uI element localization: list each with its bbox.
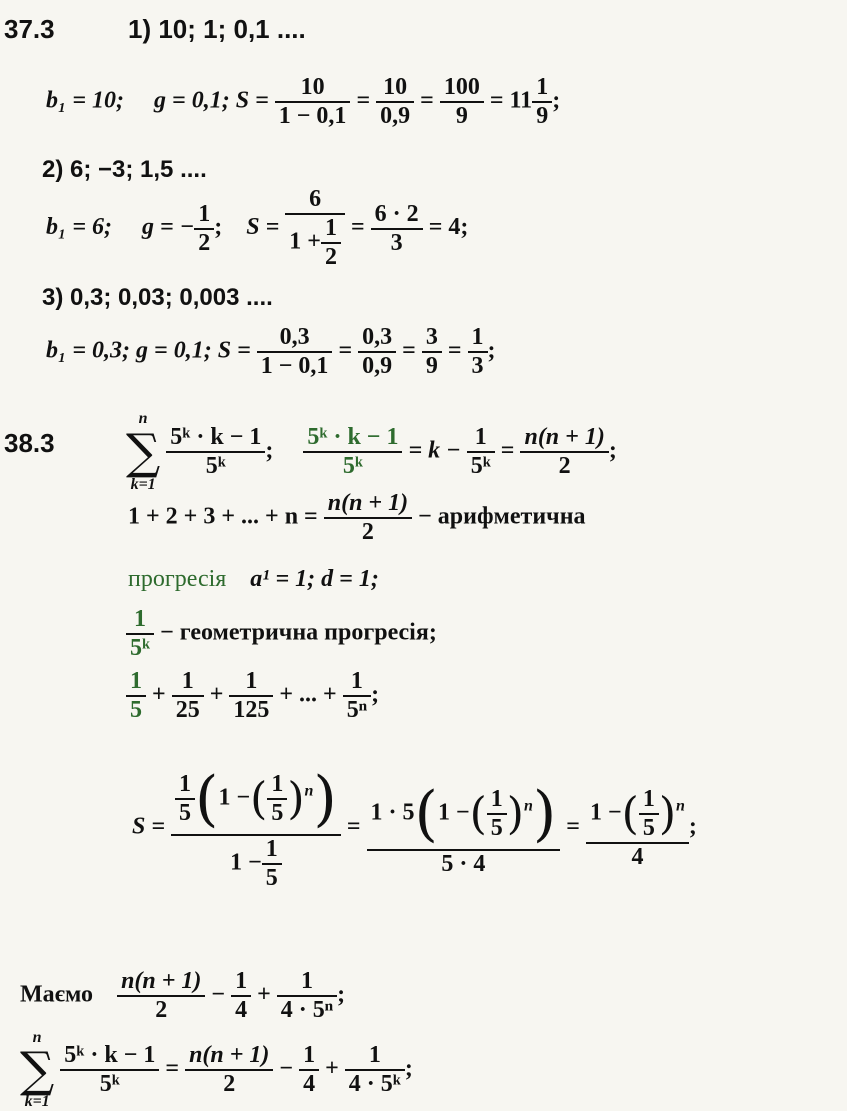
final-line: n ∑ k=1 $\frac{\text{5ᵏ · k − 1}}{\text{5ᵏ}}$ = $\frac{n(n + 1)}{2}$ − $\frac{1}{4}$ + $\frac{1}{\text{4 · 5ᵏ}}$ ; (20, 1029, 413, 1110)
sigma-symbol: ∑ (126, 424, 161, 480)
ratio-value: g = 0,1; (154, 87, 230, 114)
arithmetic-line (128, 490, 586, 546)
fraction: $\frac{10}{0,9}$ (376, 74, 414, 130)
sequence-3: 3) 0,3; 0,03; 0,003 .... (42, 284, 273, 311)
fraction: $\frac{1}{4}$ (231, 968, 251, 1024)
fraction: $\frac{10}{1 - 0,1}$ (275, 74, 351, 130)
solution-line-3: b₁ = 0,3; g = 0,1; S = $\frac{0,3}{1 - 0,1}$ = $\frac{0,3}{0,9}$ = $\frac{3}{9}$ = $\frac{1}{3}$ ; (46, 324, 496, 379)
solution-line-1: b₁ = 10; g = 0,1; S = $\frac{10}{1 - 0,1}$ = $\frac{10}{0,9}$ = $\frac{100}{9}$ = 11 $\frac{1}{9}$ ; (46, 74, 561, 129)
sum-label: S = (246, 214, 280, 241)
problem-number-38-3: 38.3 (4, 428, 55, 458)
problem-number-37-3: 37.3 (4, 14, 55, 44)
fraction: $\frac{1}{\text{5ᵏ}}$ (467, 424, 495, 480)
arithmetic-params (128, 566, 379, 593)
series-term: $\frac{1}{25}$ (172, 668, 204, 724)
series-term: $\frac{1}{125}$ (229, 668, 273, 724)
sum-formula: S = $\frac{1}{5}$ (1 −( $\frac{1}{5}$ )$^n$) 1 − $\frac{1}{5}$ = 1 · 5(1 −( $\frac{1}{5}$ )$^n$) 5 · 4 = 1 −( $\frac{1}{5}$ )$^n$ 4 ; (132, 764, 697, 891)
geometric-line (126, 606, 437, 662)
result: = 4; (428, 214, 469, 241)
sigma: n ∑ k=1 (126, 410, 161, 493)
fraction: $\frac{1}{4}$ (299, 1042, 319, 1098)
sum-label: S = (217, 337, 251, 364)
fraction: $\frac{\text{5ᵏ · k − 1}}{\text{5ᵏ}}$ (303, 424, 402, 480)
progression-word: прогресія (128, 566, 227, 592)
fraction: $\frac{0,3}{0,9}$ (358, 324, 396, 380)
have-label: Маємо (20, 981, 94, 1008)
sigma: n ∑ k=1 (20, 1029, 55, 1110)
solution-line-2: b₁ = 6; g = − $\frac{1}{2}$ ; S = 6 1 + $\frac{1}{2}$ = $\frac{6 \cdot 2}{3}$ = 4; (46, 186, 469, 270)
sum-expression: n ∑ k=1 $\frac{\text{5ᵏ · k − 1}}{\text{5ᵏ}}$ ; $\frac{\text{5ᵏ · k − 1}}{\text{5ᵏ}}$ = k − $\frac{1}{\text{5ᵏ}}$ = $\frac{n(n + 1)}{2}$ ; (126, 410, 617, 493)
sequence-1: 1) 10; 1; 0,1 .... (128, 14, 306, 44)
fraction: $\frac{6 \cdot 2}{3}$ (371, 201, 423, 257)
params: a¹ = 1; d = 1; (250, 566, 379, 592)
geometric-label: − геометрична прогресія; (160, 619, 437, 646)
sigma-symbol: ∑ (20, 1042, 55, 1098)
series-line: $\frac{1}{5}$ + $\frac{1}{25}$ + $\frac{1}{125}$ + ... + $\frac{1}{\text{5ⁿ}}$ ; (126, 668, 379, 724)
ratio-value: g = 0,1; (136, 337, 212, 364)
fraction: $\frac{1}{5}$ (1 −( $\frac{1}{5}$ )$^n$) 1 − $\frac{1}{5}$ (171, 764, 341, 892)
fraction: 6 1 + $\frac{1}{2}$ (285, 186, 345, 271)
fraction: 1 −( $\frac{1}{5}$ )$^n$ 4 (586, 786, 689, 871)
fraction: $\frac{100}{9}$ (440, 74, 484, 130)
arithmetic-label: − арифметична (418, 503, 586, 530)
sum-label: S = (235, 87, 269, 114)
fraction: $\frac{n(n + 1)}{2}$ (520, 424, 608, 480)
series-dots: + ... + (279, 681, 337, 708)
ratio-value: g = − (142, 214, 195, 241)
fraction: $\frac{1}{9}$ (532, 74, 552, 130)
fraction: $\frac{n(n + 1)}{2}$ (185, 1042, 273, 1098)
fraction: $\frac{1}{\text{4 · 5ᵏ}}$ (345, 1042, 405, 1098)
b1-value: b₁ = 10; (46, 87, 125, 114)
b1-value: b₁ = 0,3; (46, 337, 131, 364)
mixed-whole: 11 (509, 87, 533, 114)
fraction: $\frac{1}{2}$ (194, 201, 214, 257)
fraction: $\frac{1}{\text{4 · 5ⁿ}}$ (277, 968, 337, 1024)
fraction: $\frac{1}{\text{5ᵏ}}$ (126, 606, 154, 662)
b1-value: b₁ = 6; (46, 214, 113, 241)
fraction: $\frac{3}{9}$ (422, 324, 442, 380)
sum-label: S = (132, 813, 166, 840)
series-term: $\frac{1}{\text{5ⁿ}}$ (343, 668, 371, 724)
fraction: $\frac{\text{5ᵏ · k − 1}}{\text{5ᵏ}}$ (60, 1042, 159, 1098)
fraction: $\frac{0,3}{1 - 0,1}$ (257, 324, 333, 380)
series-term: $\frac{1}{5}$ (126, 668, 146, 724)
fraction: $\frac{1}{3}$ (468, 324, 488, 380)
k-term: = k − (408, 437, 461, 464)
fraction: $\frac{n(n + 1)}{2}$ (324, 490, 412, 546)
fraction: $\frac{n(n + 1)}{2}$ (117, 968, 205, 1024)
fraction: 1 · 5(1 −( $\frac{1}{5}$ )$^n$) 5 · 4 (367, 779, 561, 878)
result-line: Маємо $\frac{n(n + 1)}{2}$ − $\frac{1}{4}$ + $\frac{1}{\text{4 · 5ⁿ}}$ ; (20, 968, 346, 1023)
arithmetic-lhs: 1 + 2 + 3 + ... + n = (128, 503, 318, 530)
fraction: $\frac{\text{5ᵏ · k − 1}}{\text{5ᵏ}}$ (166, 424, 265, 480)
sequence-2: 2) 6; −3; 1,5 .... (42, 156, 207, 183)
